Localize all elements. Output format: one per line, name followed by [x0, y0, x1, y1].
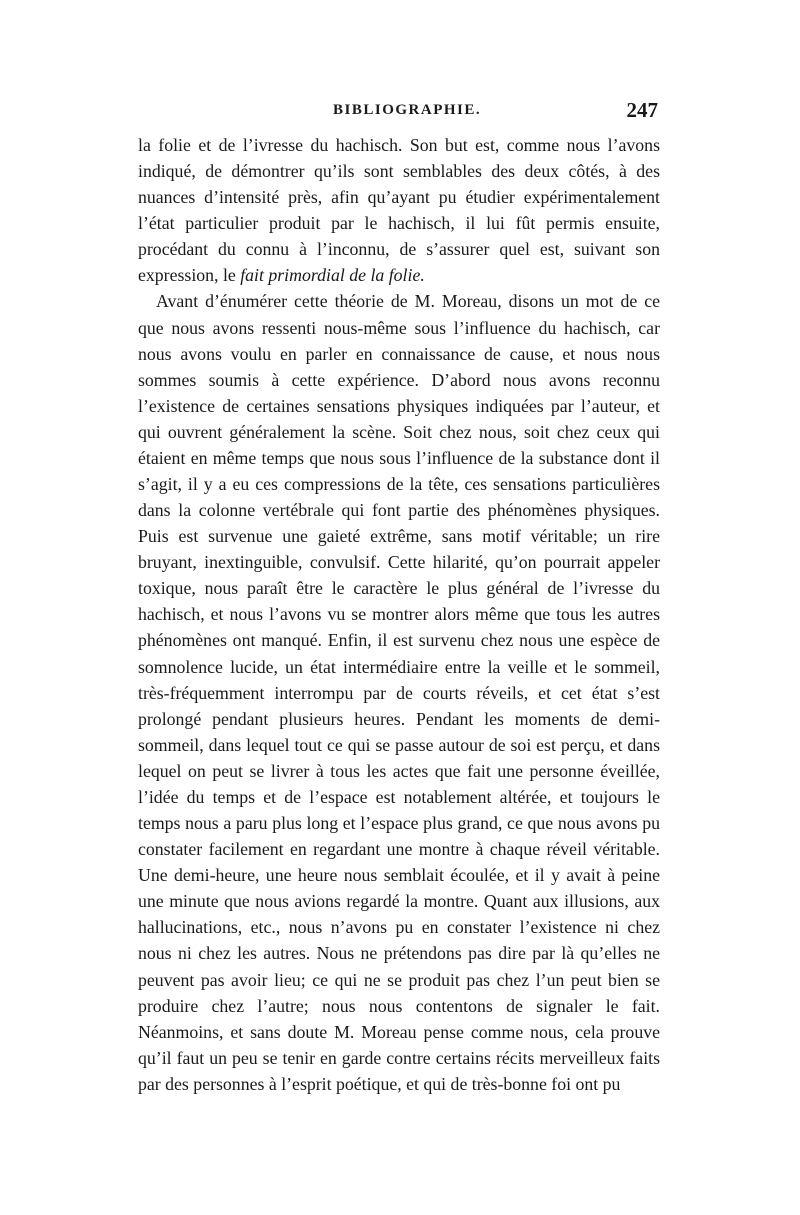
paragraph-2: Avant d’énumérer cette théorie de M. Moreau, disons un mot de ce que nous avons ressenti nous-même sous l’influence du hachisch, car nous avons voulu en parler en connaissance de cause, et nous nous sommes soumis à cette expérience. D’abord nous avons reconnu l’existence de certaines sensations physiques indiquées par l’auteur, et qui ouvrent généralement la scène. Soit chez nous, soit chez ceux qui étaient en même temps que nous sous l’influence de la substance dont il s’agit, il y a eu ces compressions de la tête, ces sensations particulières dans la colonne vertébrale qui font partie des phénomènes physiques. Puis est survenue une gaieté extrême, sans motif véritable; un rire bruyant, inextinguible, convulsif. Cette hilarité, qu’on pourrait appeler toxique, nous paraît être le caractère le plus général de l’ivresse du hachisch, et nous l’avons vu se montrer alors même que tous les autres phénomènes ont manqué. Enfin, il est survenu chez nous une espèce de somnolence lucide, un état intermédiaire entre la veille et le sommeil, très-fréquemment interrompu par de courts réveils, et cet état s’est prolongé pendant plusieurs heures. Pendant les moments de demi-sommeil, dans lequel tout ce qui se passe autour de soi est perçu, et dans lequel on peut se livrer à tous les actes que fait une personne éveillée, l’idée du temps et de l’espace est notablement altérée, et toujours le temps nous a paru plus long et l’espace plus grand, ce que nous avons pu constater facilement en regardant une montre à chaque réveil véritable. Une demi-heure, une heure nous semblait écoulée, et il y avait à peine une minute que nous avions regardé la montre. Quant aux illusions, aux hallucinations, etc., nous n’avons pu en constater l’existence ni chez nous ni chez les autres. Nous ne prétendons pas dire par là qu’elles ne peuvent pas avoir lieu; ce qui ne se produit pas chez l’un peut bien se produire chez l’autre; nous nous contentons de signaler le fait. Néanmoins, et sans doute M. Moreau pense comme nous, cela prouve qu’il faut un peu se tenir en garde contre certains récits merveilleux faits par des personnes à l’esprit poétique, et qui de très-bonne foi ont pu [138, 291, 660, 1094]
running-title: BIBLIOGRAPHIE. [333, 102, 482, 118]
page-number: 247 [626, 98, 658, 122]
body-text [138, 132, 660, 1097]
paragraph-1 [138, 132, 660, 288]
paragraph-1-italic-phrase: fait primordial de la folie. [240, 265, 425, 286]
paragraph-1-text: la folie et de l’ivresse du hachisch. Son but est, comme nous l’avons indiqué, de démontrer qu’ils sont semblables des deux côtés, à des nuances d’intensité près, afin qu’ayant pu étudier expérimentalement l’état particulier produit par le hachisch, il lui fût permis ensuite, procédant du connu à l’inconnu, de s’assurer quel est, suivant son expression, le [138, 135, 660, 286]
running-header [138, 98, 660, 128]
